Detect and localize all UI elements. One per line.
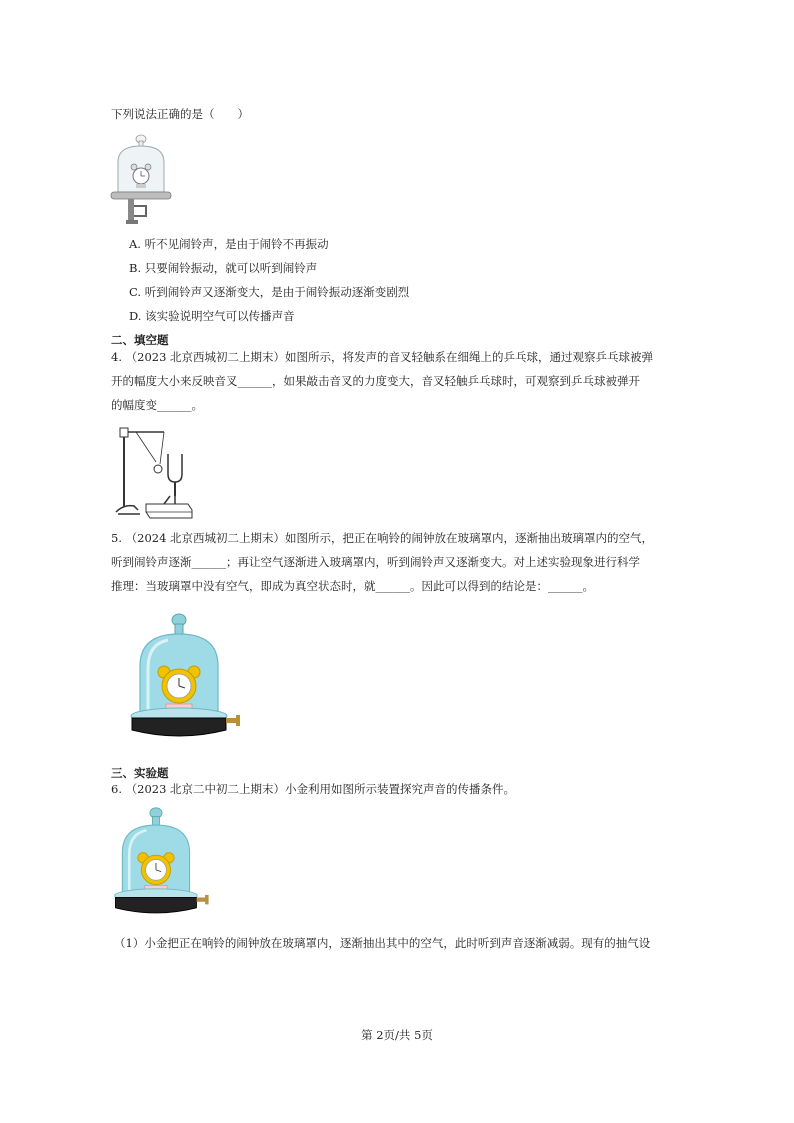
q3-stem: 下列说法正确的是（ ）	[111, 107, 249, 121]
page-number: 第 2页/共 5页	[361, 1028, 433, 1042]
q5-line-1: 5. （2024 北京西城初二上期末）如图所示，把正在响铃的闹钟放在玻璃罩内，逐渐抽出玻璃罩内的空气，	[111, 531, 654, 545]
q3-option-d: D. 该实验说明空气可以传播声音	[129, 309, 295, 323]
q6-stem: 6. （2023 北京二中初二上期末）小金利用如图所示装置探究声音的传播条件。	[111, 782, 516, 796]
tuning-fork-figure	[112, 424, 196, 520]
q5-line-3: 推理：当玻璃罩中没有空气，即成为真空状态时，就______。因此可以得到的结论是：______。	[111, 579, 594, 593]
q3-option-a: A. 听不见闹铃声，是由于闹铃不再振动	[129, 237, 329, 251]
q5-line-2: 听到闹铃声逐渐______；再让空气逐渐进入玻璃罩内，听到闹铃声又逐渐变大。对上述实验现象进行科学	[111, 555, 640, 569]
q4-line-1: 4. （2023 北京西城初二上期末）如图所示，将发声的音叉轻触系在细绳上的乒乓球，通过观察乒乓球被弹	[111, 350, 654, 364]
q4-line-2: 开的幅度大小来反映音叉______，如果敲击音叉的力度变大，音叉轻触乒乓球时，可观察到乒乓球被弹开	[111, 374, 640, 388]
section-heading-fill-blank: 二、填空题	[111, 333, 169, 347]
section-heading-experiment: 三、实验题	[111, 766, 169, 780]
q3-option-c: C. 听到闹铃声又逐渐变大，是由于闹铃振动逐渐变剧烈	[129, 285, 410, 299]
q4-line-3: 的幅度变______。	[111, 398, 203, 412]
q3-option-b: B. 只要闹铃振动，就可以听到闹铃声	[129, 261, 318, 275]
q6-subquestion-1: （1）小金把正在响铃的闹钟放在玻璃罩内，逐渐抽出其中的空气，此时听到声音逐渐减弱。现有的抽气设	[114, 936, 651, 950]
bell-jar-alarm-clock-figure	[128, 610, 244, 746]
bell-jar-figure-small	[108, 128, 174, 228]
bell-jar-alarm-clock-figure-2	[112, 802, 212, 924]
